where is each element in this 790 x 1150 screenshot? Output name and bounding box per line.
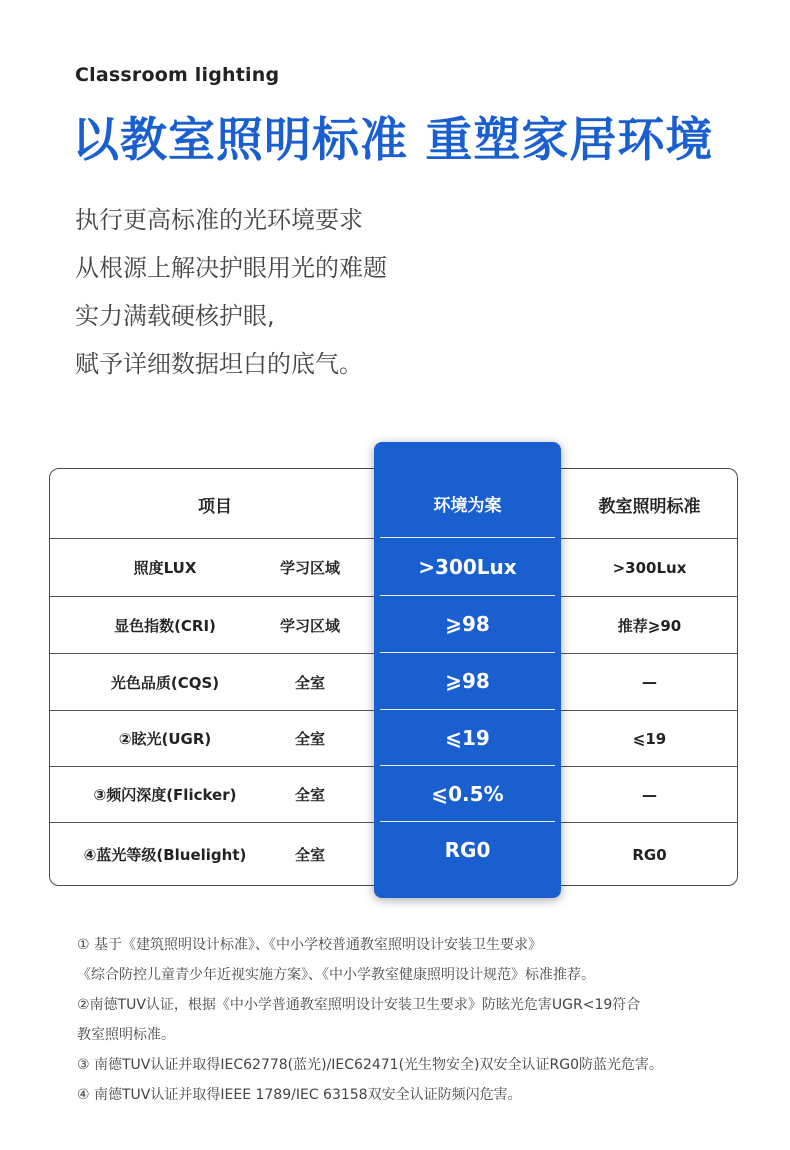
highlight-column <box>374 442 561 898</box>
row-area: 全室 <box>294 673 325 692</box>
footnote-line: ④ 南德TUV认证并取得IEEE 1789/IEC 63158双安全认证防频闪危害。 <box>77 1087 522 1103</box>
intro-paragraph <box>75 196 387 388</box>
intro-line: 执行更高标准的光环境要求 <box>75 206 363 234</box>
row-standard-value: ⩽19 <box>632 729 667 748</box>
highlight-value: ⩽19 <box>445 725 490 750</box>
row-area: 学习区域 <box>279 559 340 577</box>
row-standard-value: — <box>642 673 657 691</box>
eyebrow-label: Classroom lighting <box>75 64 280 86</box>
row-area: 全室 <box>294 846 325 864</box>
column-header-item: 项目 <box>198 496 232 517</box>
highlight-value: ⩽0.5% <box>431 781 504 806</box>
footnotes <box>77 930 727 1110</box>
page-headline: 以教室照明标准 重塑家居环境 <box>72 113 714 168</box>
footnote-line: 教室照明标准。 <box>77 1027 175 1043</box>
highlight-value: >300Lux <box>418 554 517 579</box>
row-standard-value: RG0 <box>632 845 667 864</box>
highlight-value: ⩾98 <box>445 669 490 693</box>
intro-line: 实力满载硬核护眼, <box>75 302 275 330</box>
footnote-line: ②南德TUV认证，根据《中小学普通教室照明设计安装卫生要求》防眩光危害UGR<19符合 <box>77 997 641 1013</box>
row-item-name: 显色指数(CRI) <box>114 616 216 635</box>
intro-line: 赋予详细数据坦白的底气。 <box>75 350 363 378</box>
row-item-name: ④蓝光等级(Bluelight) <box>83 846 247 864</box>
row-standard-value: >300Lux <box>612 558 687 577</box>
row-item-name: ③频闪深度(Flicker) <box>93 786 237 804</box>
column-header-standard: 教室照明标准 <box>598 496 701 517</box>
row-item-name: ②眩光(UGR) <box>118 730 212 748</box>
row-standard-value: 推荐⩾90 <box>617 616 682 635</box>
footnote-line: ① 基于《建筑照明设计标准》、《中小学校普通教室照明设计安装卫生要求》 <box>77 937 542 953</box>
row-item-name: 光色品质(CQS) <box>110 673 220 692</box>
footnote-line: ③ 南德TUV认证并取得IEC62778(蓝光)/IEC62471(光生物安全)双安全认证RG0防蓝光危害。 <box>77 1057 663 1073</box>
highlight-value: ⩾98 <box>445 612 490 636</box>
column-header-highlight: 环境为案 <box>433 495 502 516</box>
highlight-value: RG0 <box>444 838 491 862</box>
intro-line: 从根源上解决护眼用光的难题 <box>75 254 387 282</box>
row-area: 全室 <box>294 730 325 748</box>
row-area: 学习区域 <box>279 616 340 635</box>
row-item-name: 照度LUX <box>133 559 197 577</box>
footnote-line: 《综合防控儿童青少年近视实施方案》、《中小学教室健康照明设计规范》标准推荐。 <box>77 967 595 983</box>
row-area: 全室 <box>294 786 325 804</box>
row-standard-value: — <box>642 785 657 804</box>
